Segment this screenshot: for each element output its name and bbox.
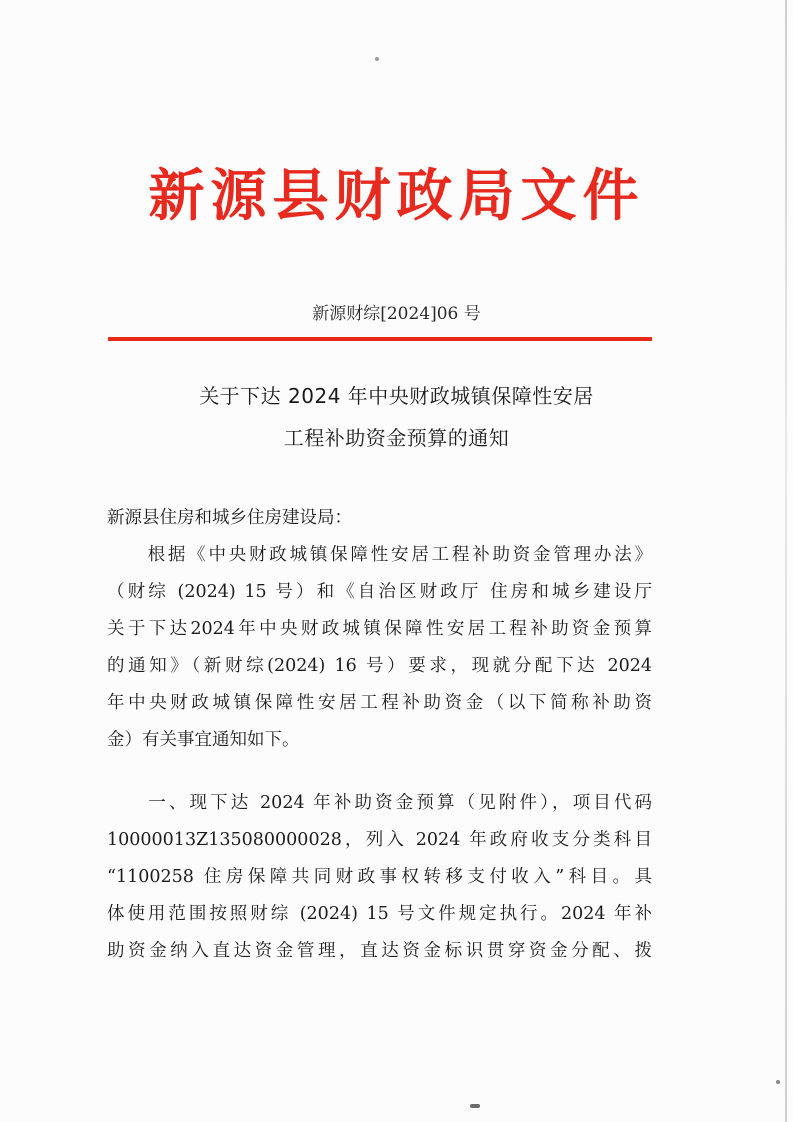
salutation: 新源县住房和城乡住房建设局：: [107, 508, 352, 528]
body-text-line: 金）有关事宜通知如下。: [107, 730, 300, 750]
document-title-line-1: 关于下达 2024 年中央财政城镇保障性安居: [199, 384, 594, 408]
scan-dust-speck: [470, 1104, 480, 1108]
body-text-line: 年中央财政城镇保障性安居工程补助资金（以下简称补助资: [107, 693, 652, 713]
document-masthead: 新源县财政局文件: [148, 163, 645, 229]
document-number: 新源财综[2024]06 号: [312, 304, 481, 324]
body-text-line: 助资金纳入直达资金管理，直达资金标识贯穿资金分配、拨: [107, 941, 652, 961]
body-text-line: 10000013Z135080000028，列入 2024 年政府收支分类科目: [107, 830, 652, 850]
body-text-line: “1100258 住房保障共同财政事权转移支付收入”科目。具: [107, 867, 652, 887]
body-text-line: （财综 (2024) 15 号）和《自治区财政厅 住房和城乡建设厅: [107, 582, 652, 602]
red-divider-rule: [108, 337, 652, 341]
body-text-line: 的通知》（新财综(2024) 16 号）要求，现就分配下达 2024: [107, 656, 652, 676]
body-text-line: 体使用范围按照财综 (2024) 15 号文件规定执行。2024 年补: [107, 904, 652, 924]
document-title-line-2: 工程补助资金预算的通知: [283, 426, 510, 450]
body-text-line: 根据《中央财政城镇保障性安居工程补助资金管理办法》: [107, 545, 652, 565]
scan-dust-speck: [375, 57, 379, 61]
body-text-line: 关于下达2024年中央财政城镇保障性安居工程补助资金预算: [107, 619, 652, 639]
body-text-line: 一、现下达 2024 年补助资金预算（见附件），项目代码: [107, 793, 652, 813]
scan-dust-speck: [776, 1080, 780, 1084]
